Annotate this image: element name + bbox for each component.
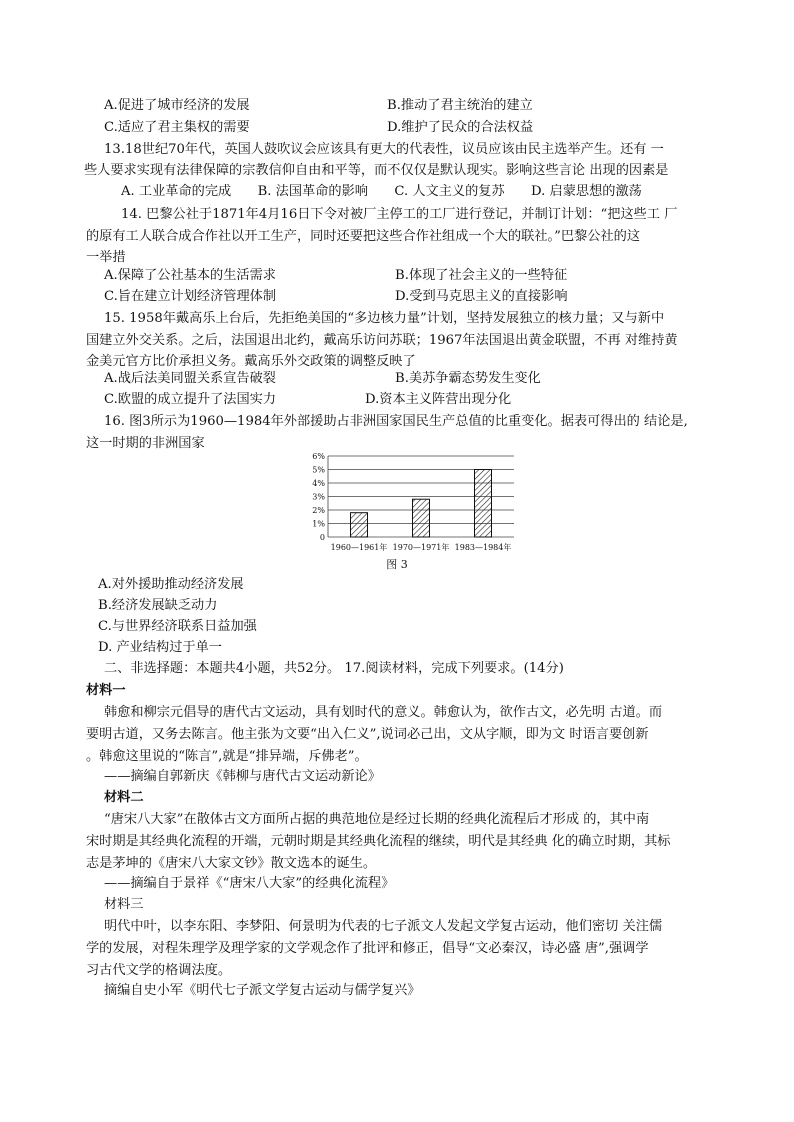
material-2-line1: “唐宋八大家”在散体古文方面所占据的典范地位是经过长期的经典化流程后才形成 的，其中南	[104, 812, 650, 827]
q16-option-d: D. 产业结构过于单一	[98, 640, 222, 655]
material-1-title: 材料一	[86, 683, 126, 698]
material-2-line2: 宋时期是其经典化流程的开端，元朝时期是其经典化流程的继续，明代是其经典 化的确立时期，其标	[86, 834, 671, 849]
y-tick-label: 1%	[312, 519, 325, 529]
material-3-source: 摘编自史小军《明代七子派文学复古运动与儒学复兴》	[104, 983, 421, 998]
q14-stem-line2: 的原有工人联合成合作社以开工生产，同时还要把这些合作社组成一个大的联社。”巴黎公社的这	[86, 229, 641, 244]
q12-option-c: C.适应了君主集权的需要	[104, 120, 250, 135]
bar	[475, 470, 492, 538]
q15-option-d: D.资本主义阵营出现分化	[365, 392, 512, 407]
section-heading: 二、非选择题：本题共4小题，共52分。 17.阅读材料，完成下列要求。(14分)	[104, 661, 564, 676]
q15-stem-line3: 金美元官方比价承担义务。戴高乐外交政策的调整反映了	[86, 354, 416, 369]
q15-option-c: C.欧盟的成立提升了法国实力	[104, 392, 277, 407]
y-tick-label: 4%	[312, 479, 325, 488]
q15-stem-line2: 国建立外交关系。之后，法国退出北约，戴高乐访问苏联；1967年法国退出黄金联盟，不再 对维持黄	[86, 333, 678, 348]
x-tick-label: 1983—1984年	[454, 543, 512, 552]
material-3-line1: 明代中叶，以李东阳、李梦阳、何景明为代表的七子派文人发起文学复古运动，他们密切 关注儒	[104, 919, 663, 934]
y-tick-label: 6%	[312, 452, 325, 461]
q12-option-a: A.促进了城市经济的发展	[104, 98, 250, 113]
q12-option-b: B.推动了君主统治的建立	[387, 98, 533, 113]
q16-option-b: B.经济发展缺乏动力	[98, 598, 218, 613]
material-3-line2: 学的发展，对程朱理学及理学家的文学观念作了批评和修正，倡导“文必秦汉，诗必盛 唐”,强调学	[86, 941, 649, 956]
chart-x-labels	[331, 542, 512, 552]
q14-option-d: D.受到马克思主义的直接影响	[395, 289, 568, 304]
material-3-title: 材料三	[104, 897, 144, 912]
bar	[413, 499, 430, 537]
x-tick-label: 1960—1961年	[330, 543, 388, 552]
bar-chart	[300, 450, 530, 554]
q13-stem-line1: 13.18世纪70年代，英国人鼓吹议会应该具有更大的代表性，议员应该由民主选举产生。还有 一	[104, 142, 664, 157]
y-tick-label: 5%	[312, 465, 325, 475]
y-tick-label: 3%	[312, 492, 325, 502]
q12-option-d: D.维护了民众的合法权益	[387, 120, 534, 135]
material-1-line2: 要明古道，又务去陈言。他主张为文要“出入仁义”,说词必己出，文从字顺，即为文 时语言要创新	[86, 727, 649, 742]
q14-option-c: C.旨在建立计划经济管理体制	[104, 289, 277, 304]
q15-option-b: B.美苏争霸态势发生变化	[395, 371, 541, 386]
q13-options: A. 工业革命的完成 B. 法国革命的影响 C. 人文主义的复苏 D. 启蒙思想的激荡	[121, 184, 642, 199]
material-2-source: ——摘编自于景祥《“唐宋八大家”的经典化流程》	[104, 876, 395, 891]
material-1-line3: 。韩愈这里说的“陈言”,就是“排异端，斥佛老”。	[86, 749, 368, 764]
y-tick-label: 2%	[312, 506, 325, 515]
material-3-line3: 习古代文学的格调法度。	[86, 963, 232, 978]
q16-stem-line2: 这一时期的非洲国家	[86, 436, 205, 451]
chart-bars	[351, 470, 492, 538]
material-1-source: ——摘编自郭新庆《韩柳与唐代古文运动新论》	[104, 769, 381, 784]
q14-stem-line3: 一举措	[86, 250, 126, 265]
q14-option-a: A.保障了公社基本的生活需求	[104, 268, 276, 283]
material-2-line3: 志是茅坤的《唐宋八大家文钞》散文选本的诞生。	[86, 856, 377, 871]
q13-stem-line2: 些人要求实现有法律保障的宗教信仰自由和平等，而不仅仅是默认现实。影响这些言论 出现的因素是	[84, 163, 669, 178]
q16-option-a: A.对外援助推动经济发展	[98, 577, 244, 592]
material-2-title: 材料二	[104, 790, 144, 805]
q14-stem-line1: 14. 巴黎公社于1871年4月16日下令对被厂主停工的工厂进行登记，并制订计划：“把这些工 厂	[121, 207, 678, 222]
material-1-line1: 韩愈和柳宗元倡导的唐代古文运动，具有划时代的意义。韩愈认为，欲作古文，必先明 古道。而	[104, 705, 663, 720]
y-tick-label: 0	[319, 533, 325, 542]
q16-option-c: C.与世界经济联系日益加强	[98, 619, 257, 634]
x-tick-label: 1970—1971年	[392, 543, 450, 552]
chart-y-axis	[312, 452, 328, 542]
q16-stem-line1: 16. 图3所示为1960—1984年外部援助占非洲国家国民生产总值的比重变化。据表可得出的 结论是,	[104, 414, 688, 429]
q14-option-b: B.体现了社会主义的一些特征	[395, 268, 568, 283]
figure-caption: 图 3	[386, 558, 408, 571]
q15-option-a: A.战后法美同盟关系宣告破裂	[104, 371, 276, 386]
q15-stem-line1: 15. 1958年戴高乐上台后，先拒绝美国的“多边核力量”计划，坚持发展独立的核力量；又与新中	[104, 311, 665, 326]
bar	[351, 513, 368, 537]
